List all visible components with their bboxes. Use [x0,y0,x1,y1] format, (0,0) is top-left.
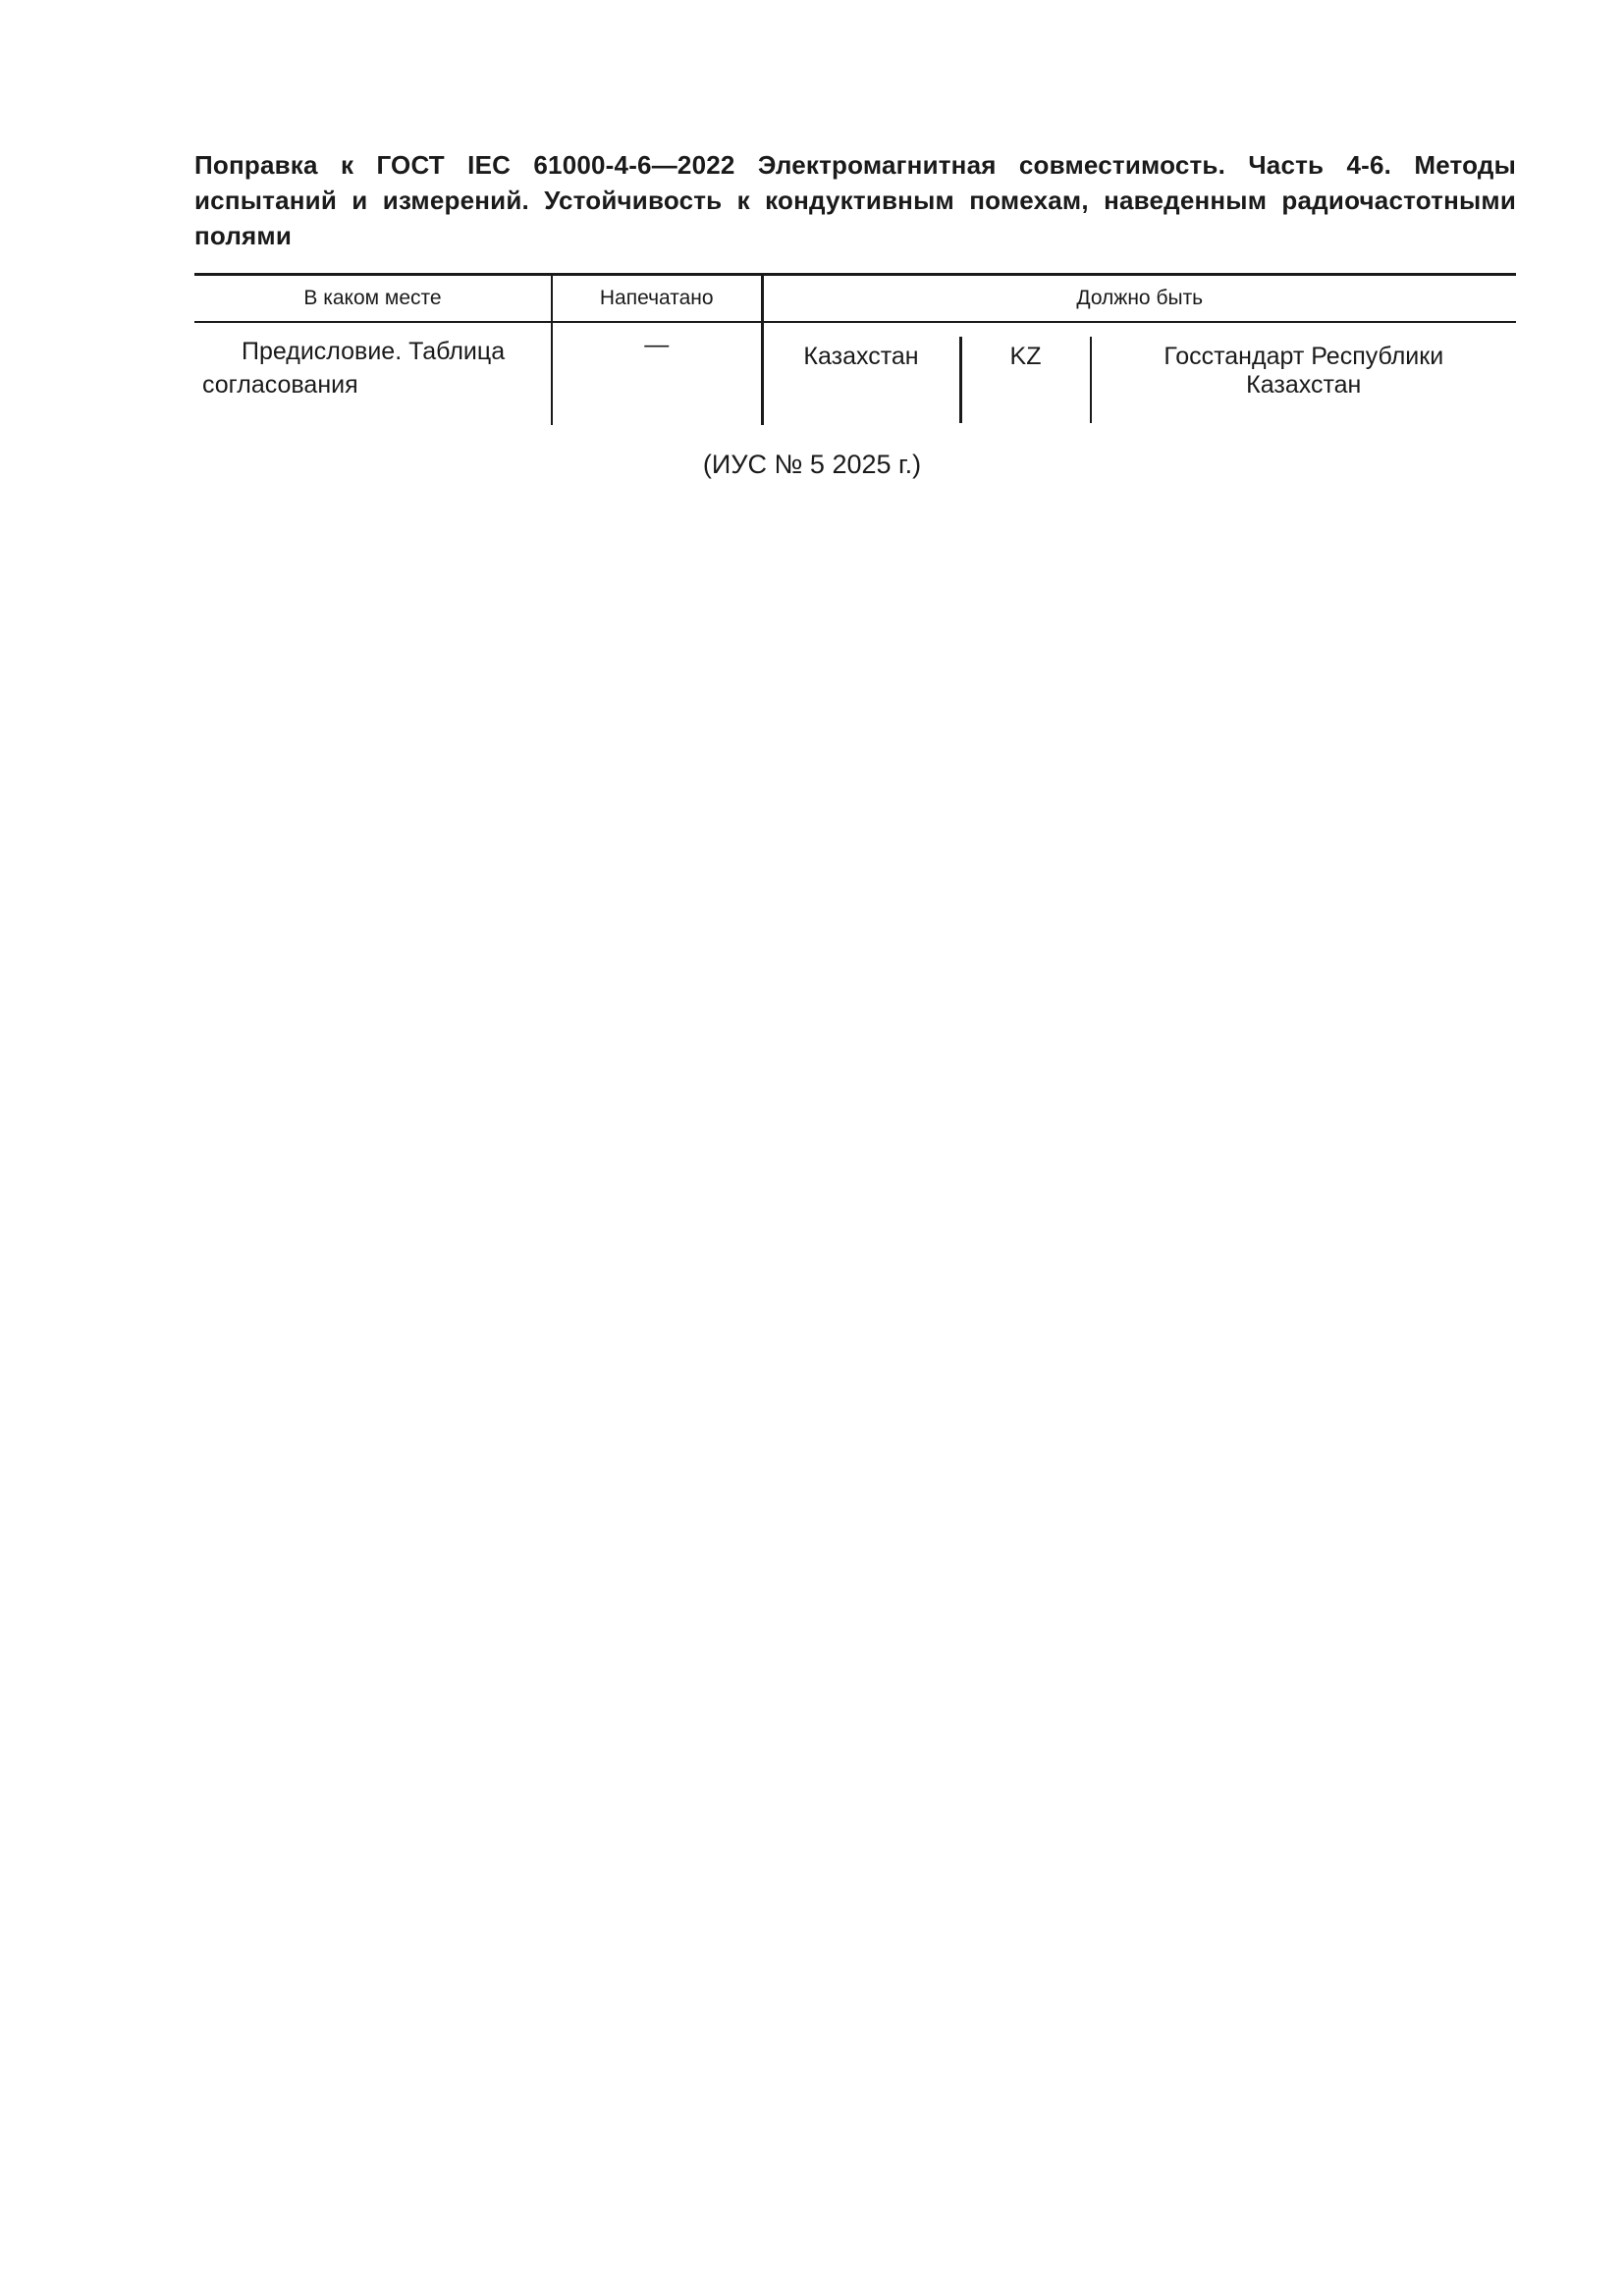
cell-printed [552,322,762,425]
header-printed: Напечатано [552,275,762,323]
standards-body-line-2: Казахстан [1246,371,1362,399]
table-row [194,322,1516,425]
code-cell [962,337,1092,423]
country-name: Казахстан [803,343,919,370]
cell-should-be [762,322,1516,425]
country-cell [764,337,962,423]
header-where: В каком месте [194,275,552,323]
standards-body-cell [1092,337,1517,423]
publication-reference: (ИУС № 5 2025 г.) [702,450,922,479]
where-line-2: согласования [202,371,358,399]
where-line-1: Предисловие. Таблица [242,338,506,365]
printed-value: — [644,331,670,358]
country-code: KZ [1009,343,1042,370]
amendment-table [194,273,1516,425]
cell-where [194,322,552,425]
standards-body-line-1: Госстандарт Республики [1164,343,1444,370]
table-header-row [194,275,1516,323]
header-should-be: Должно быть [762,275,1516,323]
document-title: Поправка к ГОСТ IEC 61000-4-6—2022 Электромагнитная совместимость. Часть 4-6. Методы испытаний и измерений. Устойчивость к кондуктивным помехам, наведенным радиочастотными полями [194,150,1516,250]
